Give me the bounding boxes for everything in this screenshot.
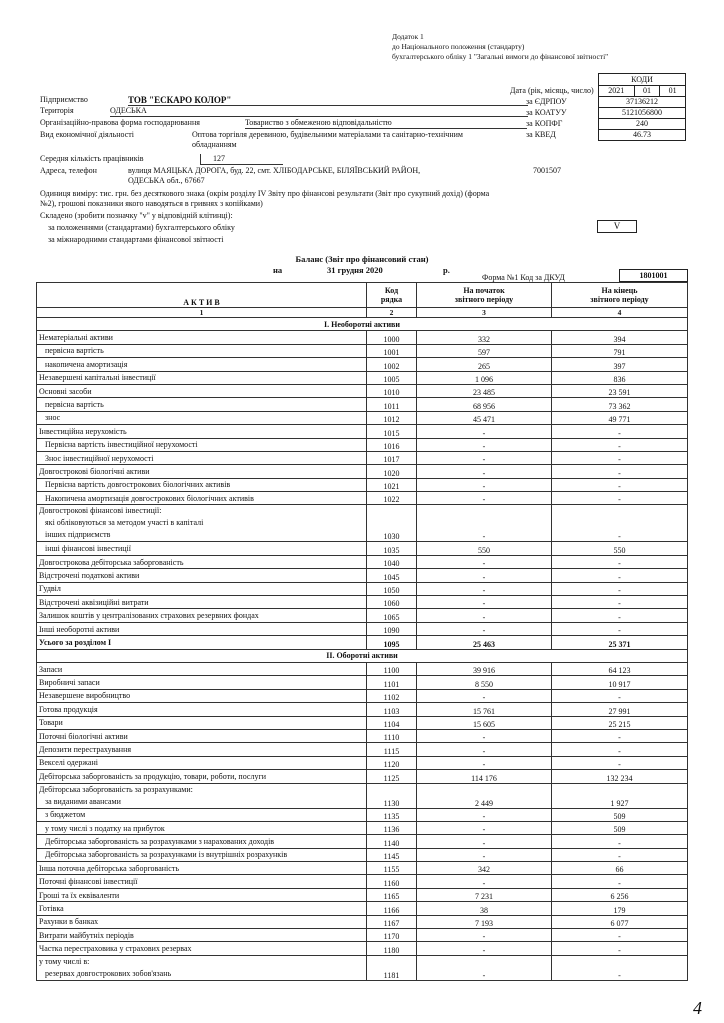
row-end-value: 49 771 [552, 411, 688, 424]
col-num-2: 2 [367, 308, 417, 318]
row-label: Первісна вартість інвестиційної нерухомості [37, 438, 367, 451]
row-code: 1090 [367, 622, 417, 635]
row-label [37, 505, 367, 542]
row-end-value: - [552, 555, 688, 568]
table-row [37, 902, 688, 915]
page-number: 4 [693, 998, 702, 1018]
row-begin-value: - [417, 835, 552, 848]
row-label: з бюджетом [37, 808, 367, 821]
koatuu-label: за КОАТУУ [526, 108, 567, 117]
row-end-value: - [552, 848, 688, 861]
row-label: Відстрочені податкові активи [37, 569, 367, 582]
row-label: Поточні фінансові інвестиції [37, 875, 367, 888]
koatuu-code: 5121056800 [598, 108, 686, 119]
edrpou-label: за ЄДРПОУ [526, 97, 567, 106]
row-begin-value: - [417, 609, 552, 622]
row-label: Векселі одержані [37, 756, 367, 769]
row-end-value: - [552, 438, 688, 451]
row-end-value: - [552, 582, 688, 595]
table-row [37, 862, 688, 875]
row-end-value: - [552, 622, 688, 635]
row-end-value: 509 [552, 808, 688, 821]
row-code: 1020 [367, 465, 417, 478]
row-label: Готівка [37, 902, 367, 915]
row-label: Первісна вартість довгострокових біологічних активів [37, 478, 367, 491]
row-label: накопичена амортизація [37, 358, 367, 371]
row-end-value: - [552, 689, 688, 702]
row-begin-value: 265 [417, 358, 552, 371]
row-label: Усього за розділом I [37, 636, 367, 649]
activity-value-line: Оптова торгівля деревиною, будівельними матеріалами та санітарно-технічним [192, 130, 463, 139]
date-day: 01 [659, 86, 685, 96]
table-row [37, 649, 688, 662]
row-begin-value: 68 956 [417, 398, 552, 411]
row-begin-value: - [417, 848, 552, 861]
territory-value: ОДЕСЬКА [110, 106, 528, 117]
row-begin-value: - [417, 555, 552, 568]
appendix-line: бухгалтерського обліку 1 "Загальні вимоги до фінансової звітності" [392, 52, 609, 61]
row-end-value: 25 215 [552, 716, 688, 729]
row-code: 1103 [367, 703, 417, 716]
address-value [128, 166, 528, 186]
table-row [37, 676, 688, 689]
row-label-line: Дебіторська заборгованість за розрахунками: [39, 784, 193, 794]
row-label: Виробничі запаси [37, 676, 367, 689]
table-row [37, 770, 688, 783]
row-code: 1016 [367, 438, 417, 451]
code-header: Код рядка [367, 283, 417, 308]
phone-value: 7001507 [533, 166, 561, 175]
row-label: у тому числі з податку на прибуток [37, 821, 367, 834]
row-label-line: Довгострокові фінансові інвестиції: [39, 506, 162, 516]
forma-code: 1801001 [619, 269, 688, 282]
row-label-line: у тому числі в: [39, 956, 90, 966]
row-code: 1101 [367, 676, 417, 689]
table-row [37, 743, 688, 756]
row-code: 1102 [367, 689, 417, 702]
row-begin-value: - [417, 942, 552, 955]
table-row [37, 384, 688, 397]
table-row [37, 371, 688, 384]
row-label-line: за виданими авансами [45, 796, 121, 806]
row-code: 1045 [367, 569, 417, 582]
row-begin-value: 23 485 [417, 384, 552, 397]
row-end-value: - [552, 505, 688, 542]
row-end-value: 10 917 [552, 676, 688, 689]
table-row [37, 729, 688, 742]
kved-code: 46.73 [598, 130, 686, 141]
address-value-line: вулиця МАЯЦЬКА ДОРОГА, буд. 22, смт. ХЛІБОДАРСЬКЕ, БІЛЯЇВСЬКИЙ РАЙОН, [128, 166, 421, 175]
row-label: Поточні біологічні активи [37, 729, 367, 742]
row-code: 1130 [367, 783, 417, 808]
codes-box [598, 73, 686, 141]
row-end-value: - [552, 955, 688, 980]
section-heading: І. Необоротні активи [37, 318, 688, 331]
row-begin-value: 15 761 [417, 703, 552, 716]
row-label: Незавершені капітальні інвестиції [37, 371, 367, 384]
row-code: 1115 [367, 743, 417, 756]
section-heading: II. Оборотні активи [37, 649, 688, 662]
activity-label: Вид економічної діяльності [40, 130, 135, 139]
table-row [37, 582, 688, 595]
row-begin-value: 45 471 [417, 411, 552, 424]
territory-label: Територія [40, 106, 74, 115]
legal-form-value: Товариство з обмеженою відповідальністю [245, 118, 527, 129]
end-header: На кінець звітного періоду [552, 283, 688, 308]
row-code: 1160 [367, 875, 417, 888]
row-label: Основні засоби [37, 384, 367, 397]
col-num-3: 3 [417, 308, 552, 318]
enterprise-label: Підприємство [40, 95, 88, 104]
row-end-value: 394 [552, 331, 688, 344]
row-begin-value: - [417, 465, 552, 478]
date-year: 2021 [608, 86, 625, 95]
col-num-1: 1 [37, 308, 367, 318]
row-label-line: резервах довгострокових зобов'язань [45, 968, 172, 978]
table-row [37, 875, 688, 888]
kopfg-code: 240 [598, 119, 686, 130]
forma-label: Форма №1 Код за ДКУД [482, 273, 565, 282]
row-end-value: 25 371 [552, 636, 688, 649]
table-row [37, 465, 688, 478]
activity-value-line: обладнанням [192, 140, 237, 149]
table-row [37, 808, 688, 821]
staff-value: 127 [200, 154, 283, 165]
row-begin-value: 25 463 [417, 636, 552, 649]
row-label: Дебіторська заборгованість за розрахунками із внутрішніх розрахунків [37, 848, 367, 861]
row-label: Інші необоротні активи [37, 622, 367, 635]
address-label: Адреса, телефон [40, 166, 97, 175]
row-begin-value: - [417, 808, 552, 821]
kopfg-label: за КОПФГ [526, 119, 563, 128]
date-month: 01 [634, 86, 660, 96]
row-code: 1135 [367, 808, 417, 821]
address-value-line: ОДЕСЬКА обл., 67667 [128, 176, 205, 185]
row-label: Залишок коштів у централізованих страхових резервних фондах [37, 609, 367, 622]
table-row [37, 344, 688, 357]
row-code: 1012 [367, 411, 417, 424]
row-begin-value: 114 176 [417, 770, 552, 783]
row-begin-value: 1 096 [417, 371, 552, 384]
date-on: на [273, 265, 283, 275]
row-begin-value: 7 193 [417, 915, 552, 928]
table-row [37, 609, 688, 622]
row-end-value: - [552, 743, 688, 756]
row-code: 1125 [367, 770, 417, 783]
row-label: Гроші та їх еквіваленти [37, 888, 367, 901]
staff-label: Середня кількість працівників [40, 154, 144, 163]
row-label: Запаси [37, 662, 367, 675]
table-row [37, 915, 688, 928]
row-end-value: - [552, 569, 688, 582]
unit-note [40, 189, 489, 209]
activity-line [40, 130, 463, 149]
row-label: Товари [37, 716, 367, 729]
legal-form-line [40, 118, 392, 128]
row-code: 1030 [367, 505, 417, 542]
table-row [37, 318, 688, 331]
row-begin-value: - [417, 438, 552, 451]
row-label: Депозити перестрахування [37, 743, 367, 756]
table-row [37, 425, 688, 438]
table-row [37, 848, 688, 861]
row-code: 1017 [367, 451, 417, 464]
unit-line: Одиниця виміру: тис. грн. без десяткового знака (окрім розділу IV Звіту про фінансові результати (Звіт про сукупний дохід) (форма [40, 189, 490, 198]
row-label: Відстрочені аквізиційні витрати [37, 596, 367, 609]
kved-label: за КВЕД [526, 130, 556, 139]
row-code: 1165 [367, 888, 417, 901]
address-line [40, 166, 561, 185]
row-end-value: 66 [552, 862, 688, 875]
row-code: 1050 [367, 582, 417, 595]
row-code: 1060 [367, 596, 417, 609]
row-end-value: 23 591 [552, 384, 688, 397]
row-code: 1155 [367, 862, 417, 875]
row-begin-value: - [417, 505, 552, 542]
table-row [37, 451, 688, 464]
row-code: 1104 [367, 716, 417, 729]
row-end-value: 1 927 [552, 783, 688, 808]
row-end-value: 179 [552, 902, 688, 915]
begin-header: На початок звітного періоду [417, 283, 552, 308]
codes-header: КОДИ [598, 73, 686, 86]
table-row [37, 622, 688, 635]
row-begin-value: 7 231 [417, 888, 552, 901]
row-code: 1136 [367, 821, 417, 834]
table-row [37, 569, 688, 582]
row-code: 1181 [367, 955, 417, 980]
table-row [37, 783, 688, 808]
row-begin-value: - [417, 492, 552, 505]
row-end-value: 6 256 [552, 888, 688, 901]
row-begin-value: - [417, 689, 552, 702]
enterprise-value: ТОВ "ЕСКАРО КОЛОР" [128, 95, 528, 106]
row-code: 1035 [367, 542, 417, 555]
row-begin-value: - [417, 875, 552, 888]
row-end-value: 791 [552, 344, 688, 357]
row-end-value: - [552, 929, 688, 942]
table-row [37, 703, 688, 716]
row-label: Витрати майбутніх періодів [37, 929, 367, 942]
row-end-value: - [552, 425, 688, 438]
row-begin-value: - [417, 729, 552, 742]
appendix-line: Додаток 1 [392, 32, 424, 41]
row-begin-value: - [417, 929, 552, 942]
row-code: 1120 [367, 756, 417, 769]
row-label-line: інших підприємств [45, 530, 111, 540]
row-begin-value: - [417, 478, 552, 491]
row-code: 1166 [367, 902, 417, 915]
table-row [37, 358, 688, 371]
row-begin-value: 332 [417, 331, 552, 344]
row-begin-value: 550 [417, 542, 552, 555]
row-end-value: 397 [552, 358, 688, 371]
row-end-value: 132 234 [552, 770, 688, 783]
activity-value [192, 130, 532, 150]
row-begin-value: 38 [417, 902, 552, 915]
row-label: Гудвіл [37, 582, 367, 595]
row-code: 1021 [367, 478, 417, 491]
row-end-value: - [552, 596, 688, 609]
row-label: знос [37, 411, 367, 424]
row-code: 1180 [367, 942, 417, 955]
compiled-note: Складено (зробити позначку "v" у відповідній клітинці): [40, 211, 233, 220]
staff-line [40, 154, 225, 164]
row-end-value: - [552, 835, 688, 848]
row-label: Дебіторська заборгованість за продукцію, товари, роботи, послуги [37, 770, 367, 783]
table-row [37, 478, 688, 491]
appendix-line: до Національного положення (стандарту) [392, 42, 525, 51]
table-row [37, 505, 688, 542]
row-begin-value: - [417, 756, 552, 769]
row-label: Знос інвестиційної нерухомості [37, 451, 367, 464]
row-label: первісна вартість [37, 344, 367, 357]
row-label: Рахунки в банках [37, 915, 367, 928]
table-row [37, 689, 688, 702]
row-code: 1170 [367, 929, 417, 942]
row-label: Готова продукція [37, 703, 367, 716]
table-row [37, 888, 688, 901]
table-row [37, 411, 688, 424]
row-code: 1040 [367, 555, 417, 568]
row-begin-value: - [417, 622, 552, 635]
row-end-value: - [552, 492, 688, 505]
row-begin-value: - [417, 596, 552, 609]
row-label: Нематеріальні активи [37, 331, 367, 344]
row-end-value: 6 077 [552, 915, 688, 928]
row-end-value: - [552, 942, 688, 955]
row-begin-value: - [417, 582, 552, 595]
row-end-value: - [552, 465, 688, 478]
row-end-value: 27 991 [552, 703, 688, 716]
row-code: 1005 [367, 371, 417, 384]
row-begin-value: 342 [417, 862, 552, 875]
row-code: 1015 [367, 425, 417, 438]
option-standards: за положеннями (стандартами) бухгалтерського обліку [48, 223, 235, 232]
row-label: інші фінансові інвестиції [37, 542, 367, 555]
table-row [37, 929, 688, 942]
row-end-value: 73 362 [552, 398, 688, 411]
row-label: Частка перестраховика у страхових резервах [37, 942, 367, 955]
row-code: 1167 [367, 915, 417, 928]
row-end-value: - [552, 451, 688, 464]
row-label: Довгострокові біологічні активи [37, 465, 367, 478]
row-begin-value: 8 550 [417, 676, 552, 689]
row-code: 1022 [367, 492, 417, 505]
row-code: 1065 [367, 609, 417, 622]
row-end-value: 64 123 [552, 662, 688, 675]
row-end-value: - [552, 609, 688, 622]
row-label: Дебіторська заборгованість за розрахунками з нарахованих доходів [37, 835, 367, 848]
table-row [37, 636, 688, 649]
row-end-value: - [552, 729, 688, 742]
table-row [37, 596, 688, 609]
table-row [37, 492, 688, 505]
row-label: Інша поточна дебіторська заборгованість [37, 862, 367, 875]
table-row [37, 662, 688, 675]
row-label-line: які обліковуються за методом участі в капіталі [45, 518, 204, 528]
row-begin-value: - [417, 569, 552, 582]
table-row [37, 542, 688, 555]
legal-form-label: Організаційно-правова форма господарювання [40, 118, 200, 127]
option-ifrs: за міжнародними стандартами фінансової звітності [48, 235, 224, 244]
row-label: Накопичена амортизація довгострокових біологічних активів [37, 492, 367, 505]
row-code: 1095 [367, 636, 417, 649]
row-code: 1002 [367, 358, 417, 371]
table-row [37, 398, 688, 411]
table-row [37, 821, 688, 834]
row-code: 1100 [367, 662, 417, 675]
row-begin-value: 15 605 [417, 716, 552, 729]
row-code: 1011 [367, 398, 417, 411]
checkbox-standards: V [597, 220, 637, 233]
row-code: 1010 [367, 384, 417, 397]
report-year-suffix: р. [443, 265, 450, 275]
table-row [37, 438, 688, 451]
row-begin-value: - [417, 425, 552, 438]
balance-table [36, 282, 688, 981]
row-label: первісна вартість [37, 398, 367, 411]
row-end-value: - [552, 875, 688, 888]
row-begin-value: 39 916 [417, 662, 552, 675]
report-date: 31 грудня 2020 [327, 265, 383, 275]
row-begin-value: - [417, 955, 552, 980]
row-label: Довгострокова дебіторська заборгованість [37, 555, 367, 568]
date-cells [598, 86, 686, 97]
row-code: 1140 [367, 835, 417, 848]
date-label: Дата (рік, місяць, число) [510, 86, 594, 95]
territory-line [40, 106, 147, 116]
row-code: 1110 [367, 729, 417, 742]
report-title: Баланс (Звіт про фінансовий стан) [295, 254, 429, 264]
row-begin-value: 597 [417, 344, 552, 357]
row-label [37, 783, 367, 808]
row-end-value: - [552, 756, 688, 769]
row-end-value: 836 [552, 371, 688, 384]
row-begin-value: - [417, 743, 552, 756]
row-code: 1000 [367, 331, 417, 344]
table-row [37, 955, 688, 980]
row-begin-value: - [417, 821, 552, 834]
table-row [37, 756, 688, 769]
table-row [37, 331, 688, 344]
row-begin-value: - [417, 451, 552, 464]
row-label [37, 955, 367, 980]
row-end-value: - [552, 478, 688, 491]
row-end-value: 509 [552, 821, 688, 834]
enterprise-line [40, 95, 232, 105]
unit-line: №2), грошові показники якого наводяться в гривнях з копійками) [40, 199, 263, 208]
balance-rows [37, 318, 688, 981]
row-code: 1145 [367, 848, 417, 861]
row-end-value: 550 [552, 542, 688, 555]
row-begin-value: 2 449 [417, 783, 552, 808]
table-row [37, 942, 688, 955]
edrpou-code: 37136212 [598, 97, 686, 108]
assets-header: А К Т И В [37, 283, 367, 308]
row-label: Незавершене виробництво [37, 689, 367, 702]
table-row [37, 555, 688, 568]
table-row [37, 835, 688, 848]
row-label: Інвестиційна нерухомість [37, 425, 367, 438]
col-num-4: 4 [552, 308, 688, 318]
table-row [37, 716, 688, 729]
row-code: 1001 [367, 344, 417, 357]
appendix-note [392, 32, 608, 62]
